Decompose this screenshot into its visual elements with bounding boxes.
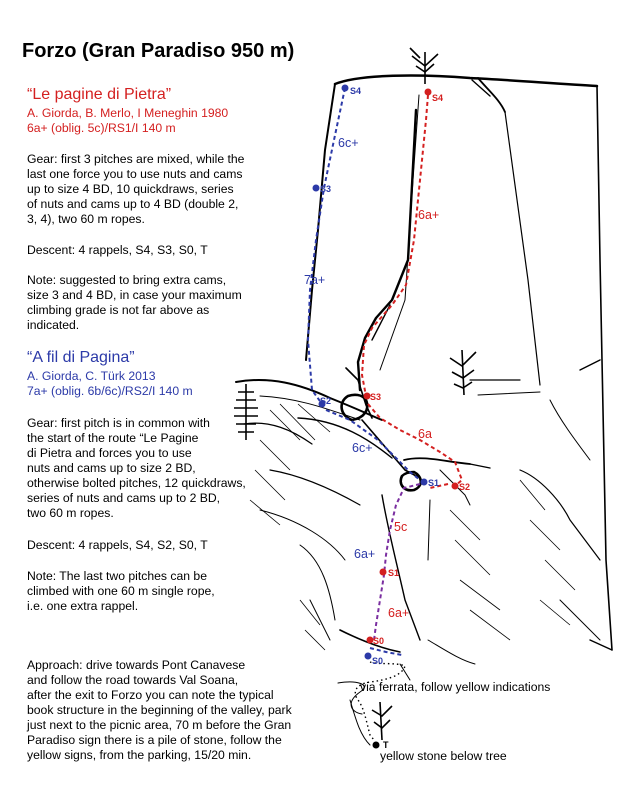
station-s1-red: S1 <box>388 568 400 578</box>
route1-name: “Le pagine di Pietra” <box>27 86 172 103</box>
station-s2-blue: S2 <box>320 396 332 406</box>
route1-grade: 6a+ (oblig. 5c)/RS1/I 140 m <box>27 121 176 135</box>
route2-grade: 7a+ (oblig. 6b/6c)/RS2/I 140 m <box>27 384 193 398</box>
station-s1-blue: S1 <box>428 478 440 488</box>
grade-6a-plus-top: 6a+ <box>418 208 440 222</box>
grade-6a-plus-blue: 6a+ <box>354 547 376 561</box>
via-ferrata-note: via ferrata, follow yellow indications <box>360 680 551 694</box>
route1-note: Note: suggested to bring extra cams, size 3 and 4 BD, in case your maximum climbing grade is not far above as indicated. <box>27 273 242 332</box>
grade-6a: 6a <box>418 427 432 441</box>
page-title: Forzo (Gran Paradiso 950 m) <box>22 40 295 62</box>
route2-note: Note: The last two pitches can be climbed with one 60 m single rope, i.e. one extra rappel. <box>27 569 215 613</box>
route2-gear: Gear: first pitch is in common with the start of the route “Le Pagine di Pietra and forces you to use nuts and cams up to size 2 BD, otherwise bolted pitches, 12 quickdraws, series of nuts and cams up to 2 BD, two 60 m ropes. <box>27 416 246 520</box>
yellow-stone-note: yellow stone below tree <box>380 749 507 763</box>
station-s3-blue: S3 <box>320 184 332 194</box>
route1-authors: A. Giorda, B. Merlo, I Meneghin 1980 <box>27 106 229 120</box>
station-s0-red: S0 <box>373 636 385 646</box>
route1-descent: Descent: 4 rappels, S4, S3, S0, T <box>27 243 208 257</box>
route2-authors: A. Giorda, C. Türk 2013 <box>27 369 156 383</box>
grade-6c-plus-mid: 6c+ <box>352 441 373 455</box>
station-s3-red: S3 <box>370 392 382 402</box>
route1-gear: Gear: first 3 pitches are mixed, while the last one force you to use nuts and cams up to size 4 BD, 10 quickdraws, series of nuts and cams up to 4 BD (double 2, 3, 4), two 60 m ropes. <box>27 152 245 226</box>
grade-6c-plus-top: 6c+ <box>338 136 359 150</box>
route2-name: “A fil di Pagina” <box>27 349 135 366</box>
grade-6a-plus-red: 6a+ <box>388 606 410 620</box>
station-t: T <box>383 740 389 750</box>
station-s4-blue: S4 <box>350 86 362 96</box>
station-s4-red: S4 <box>432 93 444 103</box>
grade-7a-plus: 7a+ <box>304 273 326 287</box>
route2-descent: Descent: 4 rappels, S4, S2, S0, T <box>27 538 208 552</box>
grade-5c: 5c <box>394 520 408 534</box>
station-s0-blue: S0 <box>372 656 384 666</box>
approach-text: Approach: drive towards Pont Canavese and follow the road towards Val Soana, after the exit to Forzo you can note the typical book structure in the beginning of the valley, park just next to the picnic area, 70 m before the Gran Paradiso sign there is a pile of stone, follow the yellow signs, from the parking, 15/20 min. <box>27 658 292 762</box>
station-s2-red: S2 <box>459 482 471 492</box>
